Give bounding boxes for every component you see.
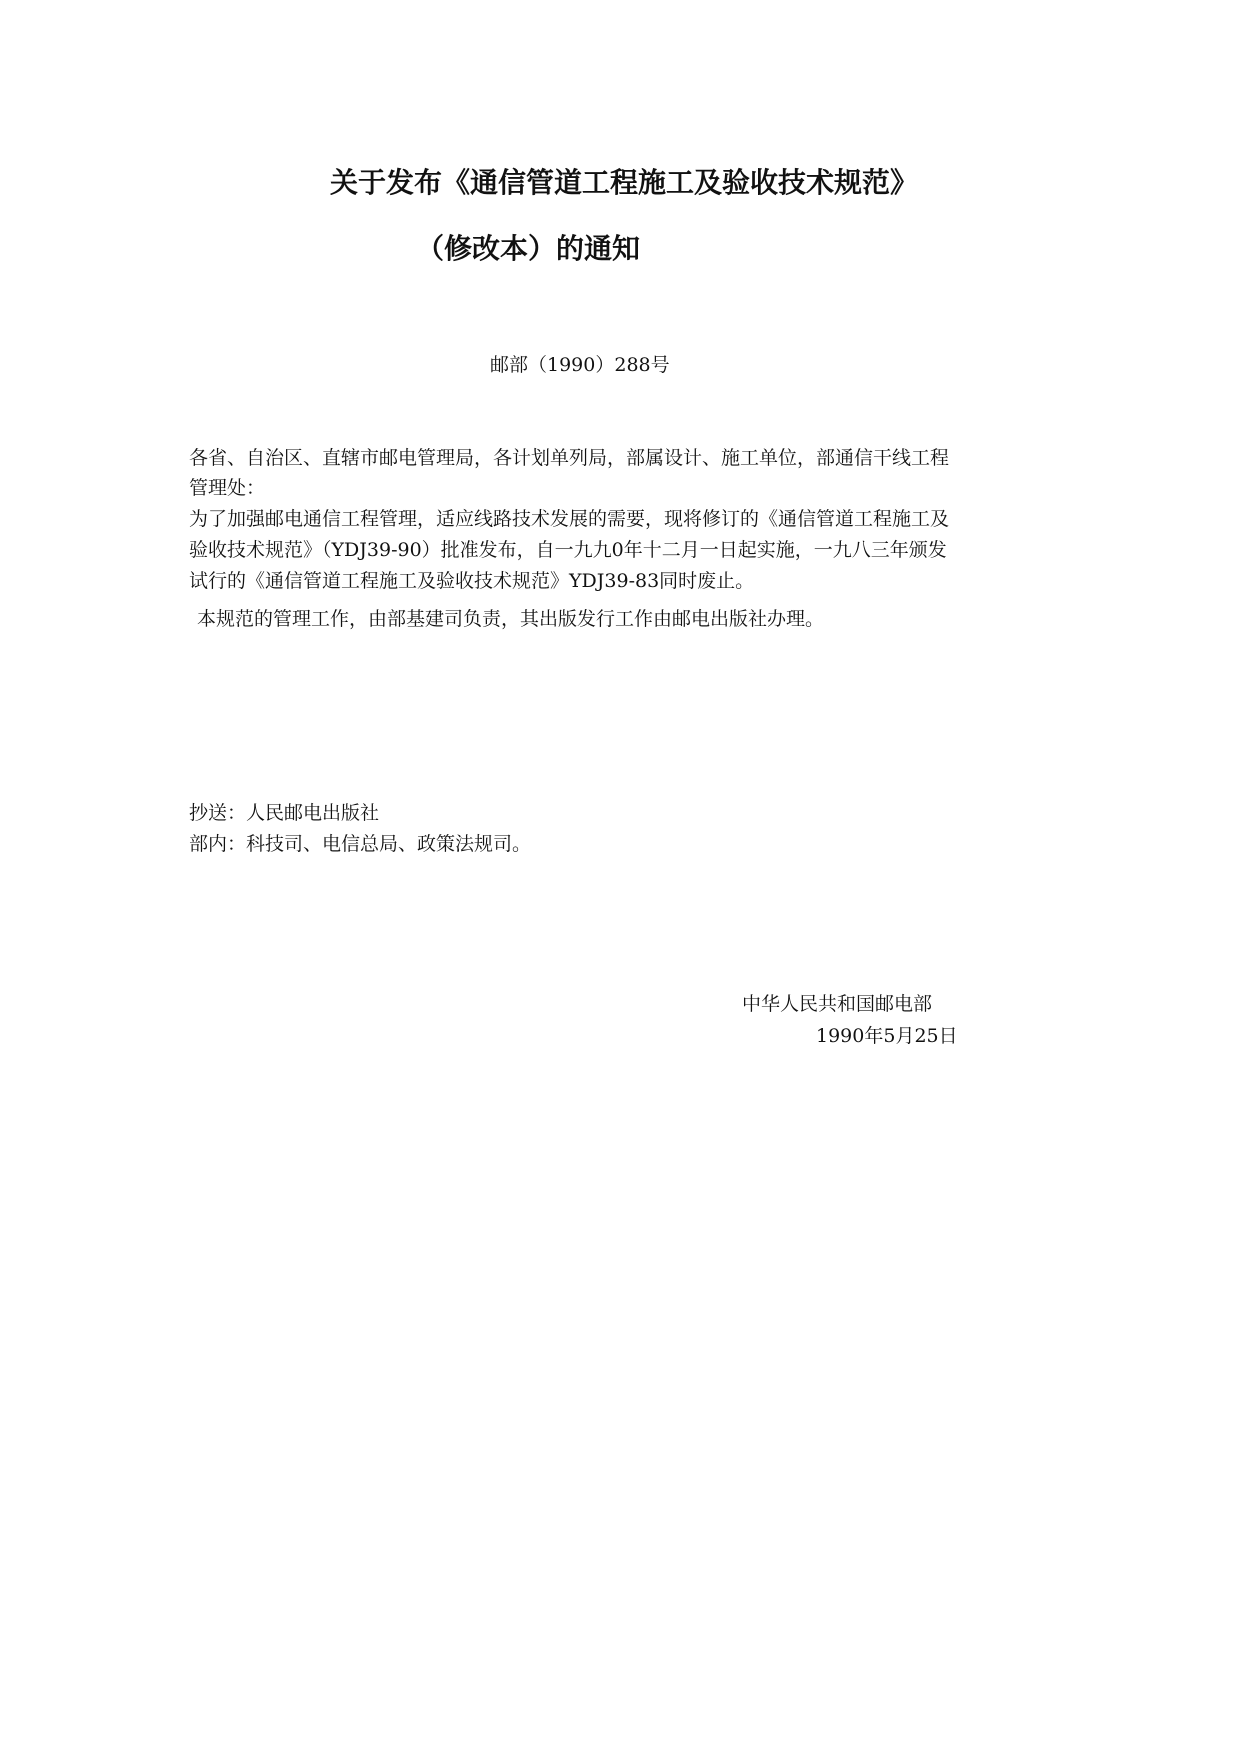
cc-line-1: 抄送：人民邮电出版社 [189, 802, 380, 824]
addressee-line-2: 管理处： [189, 477, 266, 499]
signature-organization: 中华人民共和国邮电部 [742, 993, 933, 1015]
document-title-line-2: （修改本）的通知 [416, 232, 641, 265]
document-number: 邮部（1990）288号 [490, 354, 670, 376]
addressee-line-1: 各省、自治区、直辖市邮电管理局，各计划单列局，部属设计、施工单位，部通信干线工程 [189, 447, 950, 469]
signature-date: 1990年5月25日 [816, 1025, 958, 1047]
document-title-line-1: 关于发布《通信管道工程施工及验收技术规范》 [330, 166, 919, 199]
cc-line-2: 部内：科技司、电信总局、政策法规司。 [189, 833, 532, 855]
body-line-1: 为了加强邮电通信工程管理，适应线路技术发展的需要，现将修订的《通信管道工程施工及 [189, 508, 950, 530]
body-line-3: 试行的《通信管道工程施工及验收技术规范》YDJ39-83同时废止。 [189, 570, 755, 592]
body-line-4: 本规范的管理工作，由部基建司负责，其出版发行工作由邮电出版社办理。 [197, 608, 825, 630]
body-line-2: 验收技术规范》（YDJ39-90）批准发布，自一九九0年十二月一日起实施，一九八三年颁发 [189, 539, 947, 561]
